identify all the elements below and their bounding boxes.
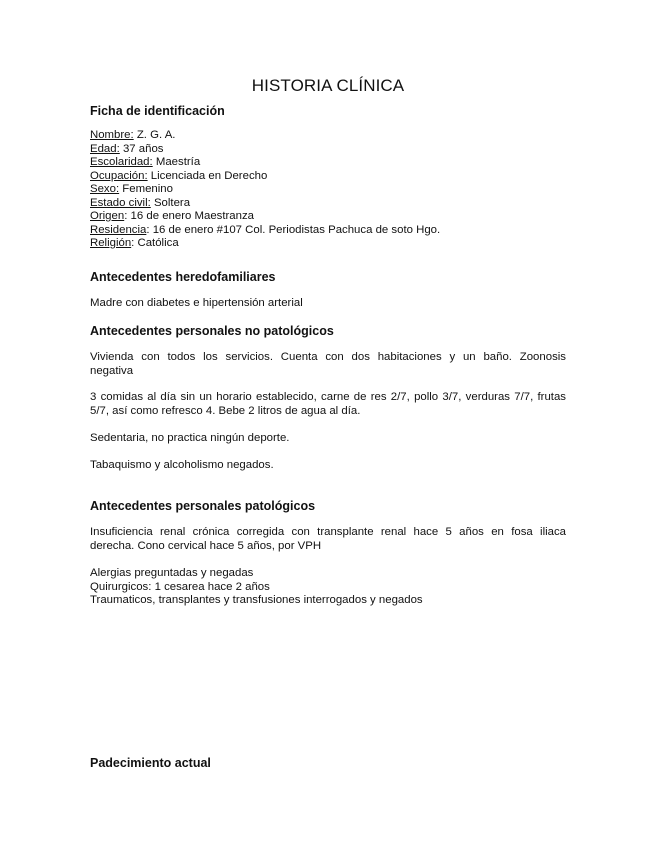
- field-label: Estado civil:: [90, 196, 151, 209]
- field-value: Soltera: [150, 196, 191, 209]
- no-patologicos-paragraph-vivienda: [90, 351, 566, 378]
- field-label: Edad:: [90, 142, 120, 155]
- document-title: HISTORIA CLÍNICA: [251, 76, 405, 95]
- paragraph-line: Vivienda con todos los servicios. Cuenta con dos habitaciones y un baño. Zoonosis: [90, 351, 566, 363]
- field-sexo: [90, 183, 440, 197]
- field-ocupacion: [90, 170, 440, 184]
- ficha-identificacion-heading: Ficha de identificación: [90, 104, 225, 118]
- patologicos-heading: Antecedentes personales patológicos: [90, 499, 316, 513]
- paragraph-line: 5/7, así como refresco 4. Bebe 2 litros de agua al día.: [90, 404, 361, 417]
- paragraph-line: negativa: [90, 364, 134, 377]
- field-escolaridad: [90, 156, 440, 170]
- ficha-identificacion-fields: [90, 129, 440, 251]
- paragraph-line: derecha. Cono cervical hace 5 años, por VPH: [90, 539, 322, 552]
- heredofamiliares-heading: Antecedentes heredofamiliares: [90, 270, 276, 284]
- heredofamiliares-text: Madre con diabetes e hipertensión arterial: [90, 297, 303, 309]
- field-edad: [90, 143, 440, 157]
- field-label: Residencia: [90, 223, 147, 236]
- field-label: Escolaridad:: [90, 156, 153, 168]
- padecimiento-actual-heading: Padecimiento actual: [90, 756, 211, 770]
- patologicos-list: [90, 567, 566, 608]
- no-patologicos-paragraph-actividad: Sedentaria, no practica ningún deporte.: [90, 432, 290, 444]
- field-value: Licenciada en Derecho: [147, 169, 268, 182]
- no-patologicos-paragraph-habitos: Tabaquismo y alcoholismo negados.: [90, 459, 274, 471]
- field-label: Religión: [90, 237, 132, 249]
- field-label: Sexo:: [90, 183, 120, 195]
- field-religion: [90, 237, 440, 251]
- field-label: Ocupación:: [90, 169, 148, 182]
- paragraph-line: Insuficiencia renal crónica corregida con transplante renal hace 5 años en fosa iliaca: [90, 526, 566, 538]
- field-estado-civil: [90, 197, 440, 211]
- list-item: Alergias preguntadas y negadas: [90, 567, 254, 579]
- no-patologicos-heading: Antecedentes personales no patológicos: [90, 324, 334, 338]
- field-value: 37 años: [119, 142, 164, 155]
- list-item: Quirurgicos: 1 cesarea hace 2 años: [90, 580, 270, 593]
- field-value: : 16 de enero Maestranza: [124, 210, 255, 222]
- no-patologicos-paragraph-alimentacion: [90, 391, 566, 418]
- field-value: : 16 de enero #107 Col. Periodistas Pachuca de soto Hgo.: [146, 223, 441, 236]
- patologicos-paragraph-renal: [90, 526, 566, 553]
- field-residencia: [90, 224, 440, 238]
- field-value: Z. G. A.: [133, 129, 176, 141]
- field-value: Femenino: [119, 183, 173, 195]
- paragraph-line: 3 comidas al día sin un horario establecido, carne de res 2/7, pollo 3/7, verduras 7/7, frutas: [90, 391, 566, 403]
- field-nombre: [90, 129, 440, 143]
- field-value: : Católica: [131, 237, 179, 249]
- list-item: Traumaticos, transplantes y transfusiones interrogados y negados: [90, 594, 423, 606]
- field-origen: [90, 210, 440, 224]
- field-label: Origen: [90, 210, 125, 222]
- field-value: Maestría: [152, 156, 201, 168]
- field-label: Nombre:: [90, 129, 134, 141]
